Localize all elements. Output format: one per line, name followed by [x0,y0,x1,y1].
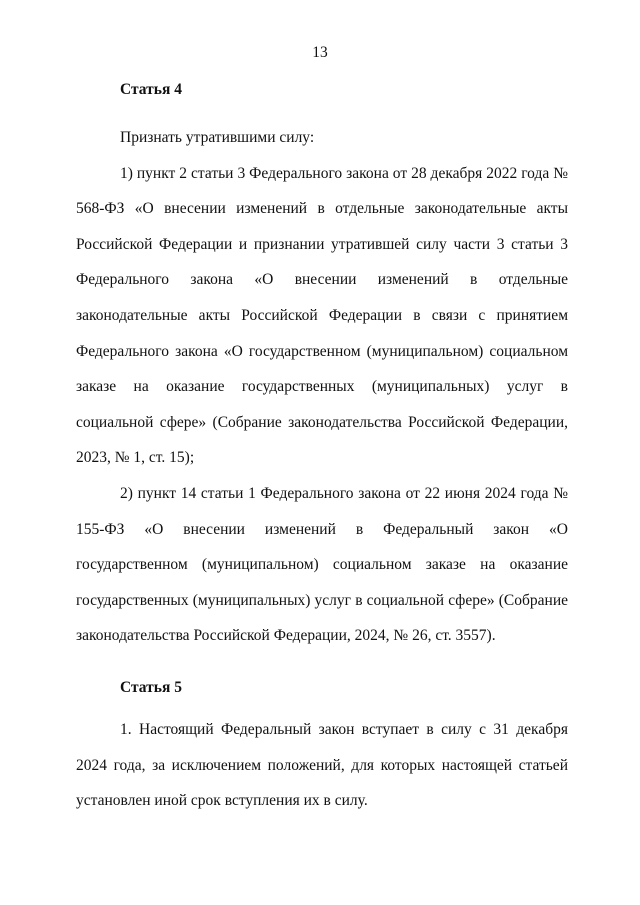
article-5-heading: Статья 5 [120,678,182,696]
section-spacer [76,654,568,666]
article-4-item-2: 2) пункт 14 статьи 1 Федерального закона от 22 июня 2024 года № 155-ФЗ «О внесении изменений в Федеральный закон «О государственном (муниципальном) социальном заказе на оказание государственных (муниципальных) услуг в социальной сфере» (Собрание законодательства Российской Федерации, 2024, № 26, ст. 3557). [76,484,568,645]
article-4-item-1: 1) пункт 2 статьи 3 Федерального закона от 28 декабря 2022 года № 568-ФЗ «О внесении изменений в отдельные законодательные акты Российской Федерации и признании утратившей силу части 3 статьи 3 Федерального закона «О внесении изменений в отдельные законодательные акты Российской Федерации в связи с принятием Федерального закона «О государственном (муниципальном) социальном заказе на оказание государственных (муниципальных) услуг в социальной сфере» (Собрание законодательства Российской Федерации, 2023, № 1, ст. 15); [76,164,568,467]
article-5-item-1: 1. Настоящий Федеральный закон вступает в силу с 31 декабря 2024 года, за исключением положений, для которых настоящей статьей установлен иной срок вступления их в силу. [76,720,568,810]
page-number: 13 [312,44,328,61]
article-4-intro: Признать утратившими силу: [120,129,315,146]
document-body [76,78,568,819]
article-4-heading: Статья 4 [120,81,182,98]
